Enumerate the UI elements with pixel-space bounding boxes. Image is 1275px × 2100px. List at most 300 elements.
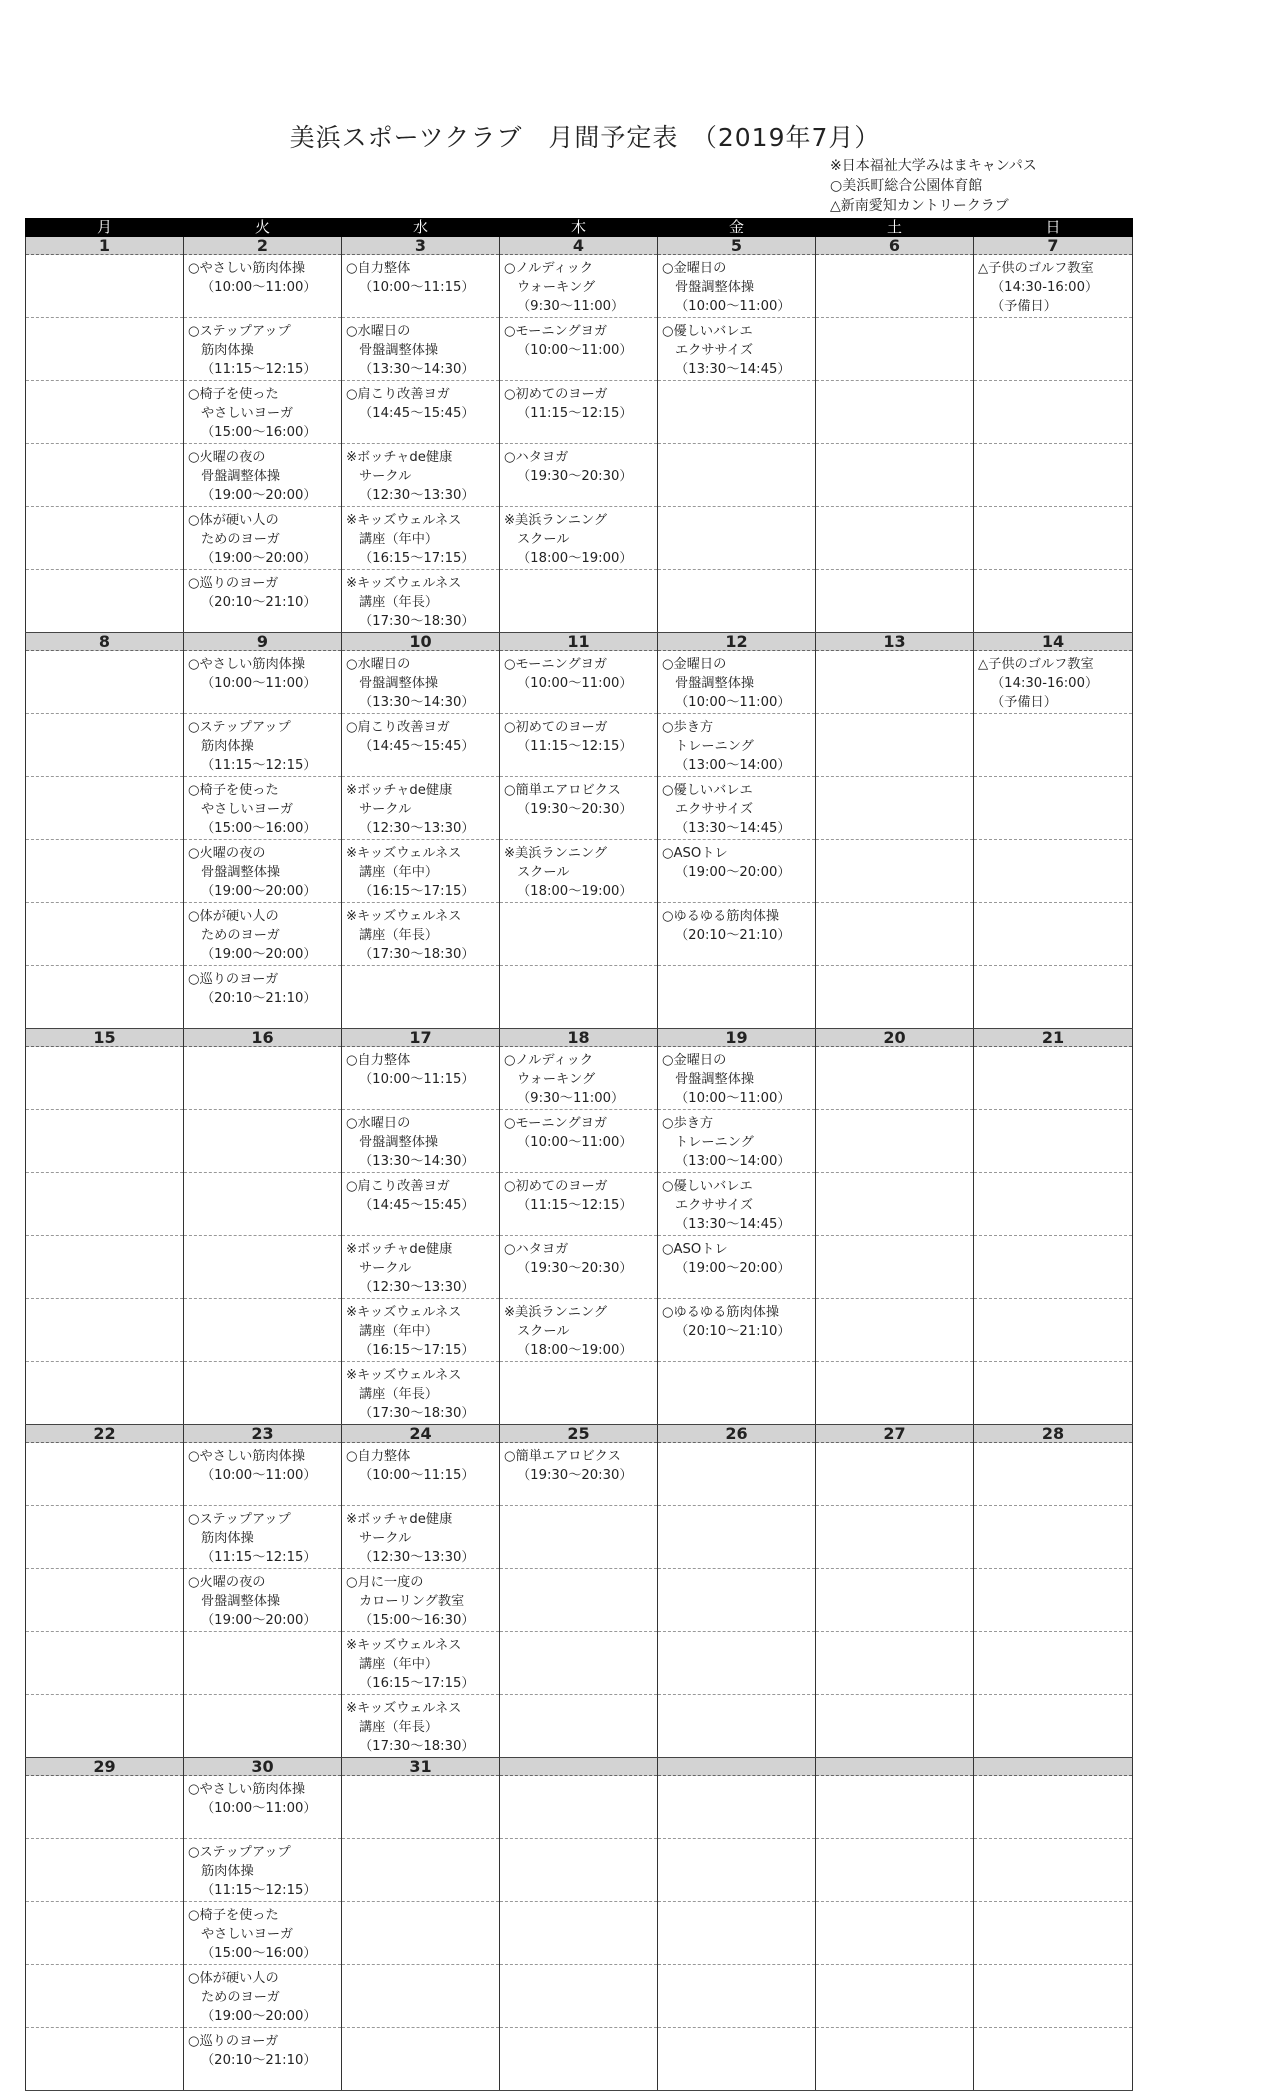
class-name: ○初めてのヨーガ — [504, 387, 608, 402]
empty-slot — [974, 1902, 1132, 1906]
schedule-cell — [974, 381, 1133, 444]
schedule-cell — [658, 507, 816, 570]
class-name: ○ノルディック — [504, 1053, 594, 1068]
empty-slot — [974, 1776, 1132, 1780]
schedule-cell — [658, 1236, 816, 1299]
monthly-calendar — [25, 218, 1133, 2091]
class-name-cont: 骨盤調整体操 — [675, 1072, 755, 1087]
class-entry — [184, 903, 341, 964]
class-name: ○簡単エアロビクス — [504, 783, 621, 798]
schedule-cell — [500, 1299, 658, 1362]
class-time: （10:00～11:15） — [359, 1072, 475, 1087]
empty-slot — [974, 1839, 1132, 1843]
schedule-cell — [342, 1776, 500, 1839]
empty-slot — [816, 1965, 973, 1969]
class-entry — [658, 1110, 815, 1171]
class-entry — [658, 255, 815, 316]
schedule-cell — [184, 318, 342, 381]
class-name: ○自力整体 — [346, 1449, 411, 1464]
weekday-fri: 金 — [658, 219, 816, 237]
empty-slot — [658, 570, 815, 574]
schedule-cell — [342, 507, 500, 570]
schedule-cell — [658, 1776, 816, 1839]
schedule-cell — [26, 714, 184, 777]
class-time: （20:10～21:10） — [675, 1324, 791, 1339]
empty-slot — [184, 1173, 341, 1177]
class-entry — [184, 1776, 341, 1818]
schedule-cell — [816, 1839, 974, 1902]
empty-slot — [658, 1443, 815, 1447]
schedule-cell — [816, 840, 974, 903]
empty-slot — [974, 903, 1132, 907]
schedule-cell — [500, 507, 658, 570]
class-entry — [342, 1299, 499, 1360]
empty-slot — [184, 1110, 341, 1114]
schedule-cell — [500, 1695, 658, 1758]
empty-slot — [500, 1506, 657, 1510]
schedule-cell — [500, 1902, 658, 1965]
class-entry — [342, 1362, 499, 1423]
schedule-cell — [26, 570, 184, 633]
class-name: ○体が硬い人の — [188, 513, 279, 528]
date-cell: 4 — [500, 237, 658, 255]
empty-slot — [342, 966, 499, 970]
class-name: ○月に一度の — [346, 1575, 424, 1590]
date-cell: 3 — [342, 237, 500, 255]
date-cell: 12 — [658, 633, 816, 651]
class-name: ※キッズウェルネス — [346, 846, 462, 861]
empty-slot — [184, 1362, 341, 1366]
schedule-cell — [342, 381, 500, 444]
class-entry — [658, 1236, 815, 1278]
class-entry — [500, 255, 657, 316]
schedule-cell — [184, 255, 342, 318]
class-time: （10:00～11:00） — [675, 695, 791, 710]
schedule-cell — [816, 714, 974, 777]
class-name: ※キッズウェルネス — [346, 1638, 462, 1653]
schedule-cell — [184, 840, 342, 903]
class-time: （13:30～14:30） — [359, 362, 475, 377]
schedule-cell — [184, 444, 342, 507]
class-entry — [500, 444, 657, 486]
schedule-cell — [974, 777, 1133, 840]
date-cell: 24 — [342, 1425, 500, 1443]
schedule-cell — [816, 1110, 974, 1173]
empty-slot — [816, 1569, 973, 1573]
class-name: ※キッズウェルネス — [346, 1701, 462, 1716]
schedule-row — [26, 1443, 1133, 1506]
class-time: （10:00～11:00） — [201, 1468, 317, 1483]
class-entry — [500, 777, 657, 819]
schedule-cell — [816, 1047, 974, 1110]
schedule-cell — [342, 1362, 500, 1425]
empty-slot — [974, 444, 1132, 448]
schedule-cell — [500, 1569, 658, 1632]
class-name: ※キッズウェルネス — [346, 1368, 462, 1383]
schedule-cell — [816, 1965, 974, 2028]
schedule-cell — [816, 1569, 974, 1632]
schedule-cell — [184, 714, 342, 777]
class-time: （10:00～11:00） — [517, 676, 633, 691]
date-cell — [658, 1758, 816, 1776]
class-entry — [184, 777, 341, 838]
venue-legend — [830, 156, 1037, 216]
class-name: ○体が硬い人の — [188, 909, 279, 924]
class-name-cont: サークル — [359, 1531, 412, 1546]
schedule-cell — [974, 1236, 1133, 1299]
class-name: ○ノルディック — [504, 261, 594, 276]
empty-slot — [816, 1776, 973, 1780]
date-cell: 30 — [184, 1758, 342, 1776]
schedule-cell — [658, 651, 816, 714]
class-entry — [184, 966, 341, 1008]
schedule-cell — [342, 840, 500, 903]
legend-item-country-club: △新南愛知カントリークラブ — [830, 198, 1009, 214]
class-entry — [184, 255, 341, 297]
class-entry — [184, 2028, 341, 2070]
empty-slot — [658, 381, 815, 385]
class-name-cont: 筋肉体操 — [201, 1864, 254, 1879]
schedule-cell — [500, 1839, 658, 1902]
schedule-cell — [500, 318, 658, 381]
empty-slot — [658, 2028, 815, 2032]
schedule-cell — [342, 255, 500, 318]
class-time: （18:00～19:00） — [517, 1343, 633, 1358]
empty-slot — [658, 1965, 815, 1969]
class-time: （19:00～20:00） — [201, 2009, 317, 2024]
class-name: ○肩こり改善ヨガ — [346, 387, 450, 402]
class-time: （19:30～20:30） — [517, 1261, 633, 1276]
schedule-cell — [816, 570, 974, 633]
schedule-cell — [342, 1695, 500, 1758]
class-entry — [342, 570, 499, 631]
class-time: （10:00～11:00） — [517, 343, 633, 358]
class-time: （13:00～14:00） — [675, 1154, 791, 1169]
class-time: （20:10～21:10） — [201, 991, 317, 1006]
schedule-cell — [184, 1839, 342, 1902]
class-time: （19:30～20:30） — [517, 1468, 633, 1483]
schedule-cell — [816, 1443, 974, 1506]
class-time: （16:15～17:15） — [359, 1676, 475, 1691]
class-name: ○やさしい筋肉体操 — [188, 1449, 306, 1464]
empty-slot — [26, 840, 183, 844]
schedule-cell — [184, 651, 342, 714]
class-time: （10:00～11:00） — [201, 676, 317, 691]
schedule-cell — [184, 966, 342, 1029]
class-name: ○歩き方 — [662, 1116, 714, 1131]
weekday-sat: 土 — [816, 219, 974, 237]
schedule-cell — [26, 1047, 184, 1110]
empty-slot — [342, 1965, 499, 1969]
empty-slot — [26, 1443, 183, 1447]
class-time: （14:45～15:45） — [359, 1198, 475, 1213]
class-time: （17:30～18:30） — [359, 1406, 475, 1421]
date-cell: 20 — [816, 1029, 974, 1047]
class-entry — [184, 840, 341, 901]
schedule-cell — [500, 840, 658, 903]
schedule-cell — [816, 1362, 974, 1425]
class-entry — [500, 1443, 657, 1485]
class-time: （18:00～19:00） — [517, 551, 633, 566]
class-entry — [658, 1047, 815, 1108]
class-time: （13:30～14:30） — [359, 1154, 475, 1169]
date-cell: 29 — [26, 1758, 184, 1776]
empty-slot — [658, 1902, 815, 1906]
class-name: ○初めてのヨーガ — [504, 1179, 608, 1194]
empty-slot — [816, 1173, 973, 1177]
schedule-cell — [658, 1695, 816, 1758]
class-name: ○ASOトレ — [662, 1242, 728, 1257]
class-time: （13:30～14:45） — [675, 1217, 791, 1232]
schedule-cell — [342, 1299, 500, 1362]
schedule-row — [26, 1776, 1133, 1839]
schedule-cell — [26, 1362, 184, 1425]
class-time: （11:15～12:15） — [201, 1883, 317, 1898]
schedule-cell — [974, 318, 1133, 381]
schedule-cell — [500, 1632, 658, 1695]
class-name: ※キッズウェルネス — [346, 576, 462, 591]
schedule-cell — [500, 381, 658, 444]
schedule-cell — [26, 903, 184, 966]
class-time: （予備日） — [991, 299, 1057, 314]
schedule-cell — [342, 903, 500, 966]
date-cell: 14 — [974, 633, 1133, 651]
empty-slot — [974, 777, 1132, 781]
date-cell: 7 — [974, 237, 1133, 255]
date-cell — [500, 1758, 658, 1776]
schedule-cell — [342, 1236, 500, 1299]
empty-slot — [26, 1839, 183, 1843]
class-name: ○簡単エアロビクス — [504, 1449, 621, 1464]
date-cell: 15 — [26, 1029, 184, 1047]
schedule-cell — [974, 1173, 1133, 1236]
date-row — [26, 237, 1133, 255]
empty-slot — [658, 1569, 815, 1573]
schedule-row — [26, 1632, 1133, 1695]
legend-item-gymnasium: ○美浜町総合公園体育館 — [830, 178, 983, 194]
empty-slot — [658, 1839, 815, 1843]
schedule-row — [26, 255, 1133, 318]
empty-slot — [500, 1569, 657, 1573]
class-entry — [658, 1299, 815, 1341]
class-name-cont: やさしいヨーガ — [201, 1927, 294, 1942]
schedule-cell — [974, 1776, 1133, 1839]
schedule-cell — [500, 444, 658, 507]
class-name: ○椅子を使った — [188, 1908, 279, 1923]
schedule-row — [26, 1236, 1133, 1299]
schedule-cell — [26, 1299, 184, 1362]
class-entry — [342, 1569, 499, 1630]
weekday-mon: 月 — [26, 219, 184, 237]
class-name: ○歩き方 — [662, 720, 714, 735]
class-time: （16:15～17:15） — [359, 884, 475, 899]
class-entry — [342, 1695, 499, 1756]
schedule-row — [26, 1569, 1133, 1632]
schedule-cell — [816, 318, 974, 381]
class-name: ○火曜の夜の — [188, 450, 266, 465]
schedule-cell — [342, 777, 500, 840]
schedule-cell — [658, 255, 816, 318]
empty-slot — [974, 1632, 1132, 1636]
date-cell: 27 — [816, 1425, 974, 1443]
empty-slot — [26, 1776, 183, 1780]
class-entry — [184, 1902, 341, 1963]
class-name: ※ボッチャde健康 — [346, 1242, 453, 1257]
class-entry — [342, 381, 499, 423]
schedule-cell — [184, 1299, 342, 1362]
date-cell: 13 — [816, 633, 974, 651]
class-name-cont: スクール — [517, 1324, 570, 1339]
schedule-cell — [816, 1506, 974, 1569]
schedule-cell — [658, 381, 816, 444]
class-name-cont: 筋肉体操 — [201, 343, 254, 358]
empty-slot — [500, 1965, 657, 1969]
schedule-cell — [816, 1299, 974, 1362]
class-time: （19:30～20:30） — [517, 469, 633, 484]
class-entry — [342, 777, 499, 838]
schedule-row — [26, 318, 1133, 381]
empty-slot — [816, 318, 973, 322]
class-entry — [500, 1110, 657, 1152]
schedule-row — [26, 840, 1133, 903]
weekday-header-row — [26, 219, 1133, 237]
empty-slot — [974, 1047, 1132, 1051]
class-time: （19:30～20:30） — [517, 802, 633, 817]
schedule-cell — [342, 570, 500, 633]
class-time: （11:15～12:15） — [517, 1198, 633, 1213]
empty-slot — [974, 1236, 1132, 1240]
schedule-row — [26, 444, 1133, 507]
class-time: （13:30～14:30） — [359, 695, 475, 710]
class-time: （15:00～16:00） — [201, 821, 317, 836]
schedule-row — [26, 1506, 1133, 1569]
schedule-row — [26, 1965, 1133, 2028]
weekday-tue: 火 — [184, 219, 342, 237]
schedule-cell — [342, 714, 500, 777]
empty-slot — [974, 570, 1132, 574]
class-time: （19:00～20:00） — [675, 1261, 791, 1276]
empty-slot — [658, 1506, 815, 1510]
class-name: ○やさしい筋肉体操 — [188, 261, 306, 276]
schedule-cell — [816, 1695, 974, 1758]
date-cell: 8 — [26, 633, 184, 651]
class-entry — [500, 1299, 657, 1360]
empty-slot — [26, 1632, 183, 1636]
class-name: ○ASOトレ — [662, 846, 728, 861]
class-time: （予備日） — [991, 695, 1057, 710]
schedule-cell — [184, 570, 342, 633]
schedule-cell — [26, 777, 184, 840]
class-name: ○巡りのヨーガ — [188, 2034, 279, 2049]
class-time: （11:15～12:15） — [517, 406, 633, 421]
empty-slot — [974, 381, 1132, 385]
schedule-cell — [184, 1173, 342, 1236]
schedule-cell — [816, 903, 974, 966]
schedule-cell — [26, 1110, 184, 1173]
empty-slot — [816, 840, 973, 844]
class-name-cont: 筋肉体操 — [201, 1531, 254, 1546]
class-name: ※美浜ランニング — [504, 846, 608, 861]
class-entry — [500, 651, 657, 693]
schedule-row — [26, 381, 1133, 444]
class-entry — [658, 318, 815, 379]
class-name-cont: 講座（年長） — [359, 928, 439, 943]
class-time: （10:00～11:15） — [359, 280, 475, 295]
empty-slot — [184, 1299, 341, 1303]
schedule-cell — [500, 1047, 658, 1110]
class-name-cont: エクササイズ — [675, 1198, 754, 1213]
class-entry — [658, 777, 815, 838]
class-time: （19:00～20:00） — [201, 1613, 317, 1628]
date-cell: 31 — [342, 1758, 500, 1776]
empty-slot — [184, 1236, 341, 1240]
class-time: （17:30～18:30） — [359, 947, 475, 962]
class-name-cont: 骨盤調整体操 — [675, 280, 755, 295]
class-entry — [184, 1506, 341, 1567]
schedule-cell — [500, 1443, 658, 1506]
class-name-cont: 講座（年長） — [359, 1720, 439, 1735]
class-entry — [342, 1047, 499, 1089]
class-name-cont: 講座（年中） — [359, 532, 439, 547]
schedule-cell — [184, 1506, 342, 1569]
class-name-cont: エクササイズ — [675, 343, 754, 358]
empty-slot — [26, 507, 183, 511]
schedule-row — [26, 2028, 1133, 2091]
empty-slot — [816, 507, 973, 511]
schedule-cell — [816, 2028, 974, 2091]
empty-slot — [26, 1965, 183, 1969]
class-name: ○モーニングヨガ — [504, 1116, 608, 1131]
class-name: ○巡りのヨーガ — [188, 576, 279, 591]
class-name-cont: 講座（年中） — [359, 1324, 439, 1339]
schedule-cell — [658, 444, 816, 507]
schedule-row — [26, 1902, 1133, 1965]
class-entry — [342, 1506, 499, 1567]
class-entry — [500, 1236, 657, 1278]
class-name: △子供のゴルフ教室 — [978, 261, 1094, 276]
schedule-cell — [342, 318, 500, 381]
empty-slot — [974, 966, 1132, 970]
schedule-cell — [658, 570, 816, 633]
class-entry — [184, 381, 341, 442]
class-name: ○金曜日の — [662, 1053, 727, 1068]
empty-slot — [500, 1839, 657, 1843]
empty-slot — [816, 651, 973, 655]
schedule-cell — [342, 1839, 500, 1902]
schedule-cell — [658, 1362, 816, 1425]
class-name: ○優しいバレエ — [662, 783, 753, 798]
empty-slot — [816, 444, 973, 448]
class-name-cont: サークル — [359, 1261, 412, 1276]
date-row — [26, 1425, 1133, 1443]
schedule-cell — [816, 381, 974, 444]
schedule-cell — [26, 381, 184, 444]
schedule-cell — [658, 1506, 816, 1569]
schedule-cell — [184, 1362, 342, 1425]
class-time: （19:00～20:00） — [201, 947, 317, 962]
schedule-cell — [184, 903, 342, 966]
class-time: （15:00～16:00） — [201, 425, 317, 440]
class-name: ※ボッチャde健康 — [346, 783, 453, 798]
schedule-cell — [816, 1776, 974, 1839]
class-time: （10:00～11:00） — [675, 1091, 791, 1106]
class-time: （16:15～17:15） — [359, 551, 475, 566]
class-entry — [342, 1236, 499, 1297]
date-cell: 9 — [184, 633, 342, 651]
class-name-cont: 骨盤調整体操 — [359, 1135, 439, 1150]
schedule-cell — [342, 651, 500, 714]
empty-slot — [816, 1047, 973, 1051]
